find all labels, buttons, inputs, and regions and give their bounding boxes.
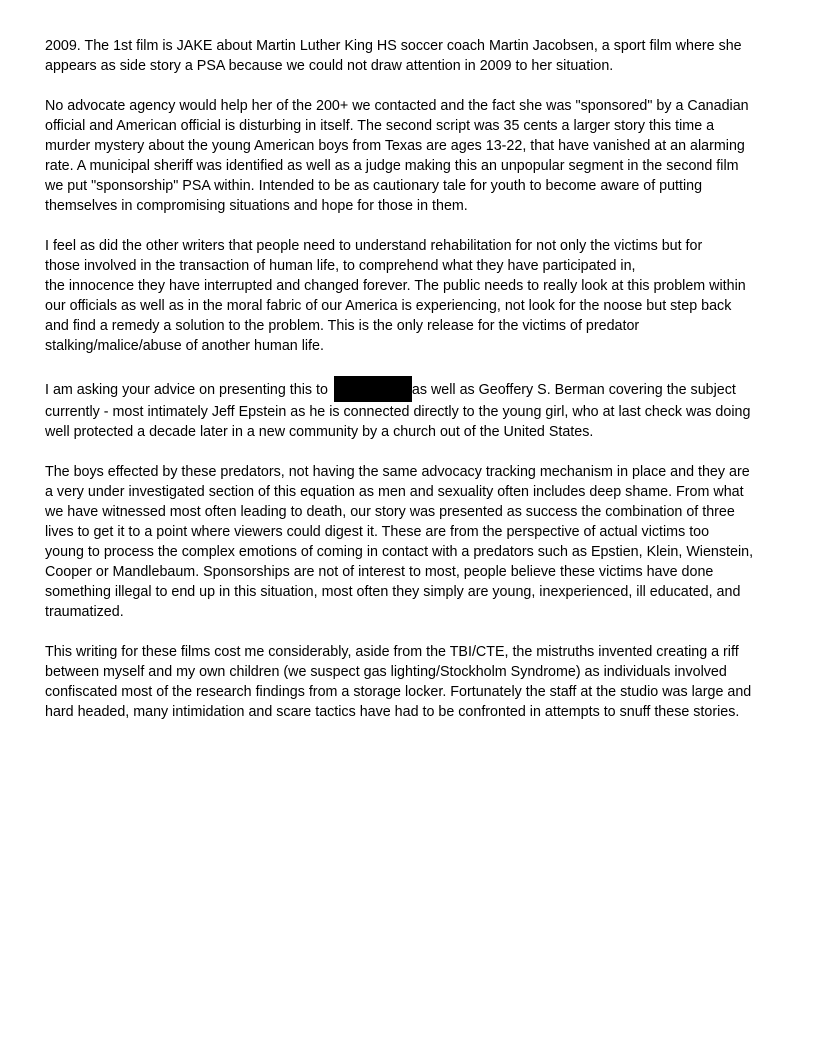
text-line: appears as side story a PSA because we could not draw attention in 2009 to her situation. bbox=[45, 58, 614, 74]
paragraph-5 bbox=[45, 462, 775, 622]
text-line: those involved in the transaction of human life, to comprehend what they have participated in, bbox=[45, 258, 636, 274]
text-line: and find a remedy a solution to the problem. This is the only release for the victims of predator bbox=[45, 318, 640, 334]
text-line: themselves in compromising situations and hope for those in them. bbox=[45, 198, 468, 214]
text-line: No advocate agency would help her of the 200+ we contacted and the fact she was "sponsored" by a Canadian bbox=[45, 98, 749, 114]
text-line: between myself and my own children (we suspect gas lighting/Stockholm Syndrome) as individuals involved bbox=[45, 664, 727, 680]
text-after-redaction: as well as Geoffery S. Berman covering the subject bbox=[411, 382, 736, 398]
text-line: traumatized. bbox=[45, 604, 124, 620]
text-line: we have witnessed most often leading to death, our story was presented as success the combination of three bbox=[45, 504, 735, 520]
text-line: This writing for these films cost me considerably, aside from the TBI/CTE, the mistruths invented creating a riff bbox=[45, 644, 739, 660]
text-line: well protected a decade later in a new community by a church out of the United States. bbox=[45, 424, 594, 440]
paragraph-3 bbox=[45, 236, 775, 356]
text-line: confiscated most of the research findings from a storage locker. Fortunately the staff at the studio was large and bbox=[45, 684, 752, 700]
text-line: we put "sponsorship" PSA within. Intended to be as cautionary tale for youth to become aware of putting bbox=[45, 178, 703, 194]
text-line: currently - most intimately Jeff Epstein as he is connected directly to the young girl, who at last check was doing bbox=[45, 404, 751, 420]
text-before-redaction: I am asking your advice on presenting this to bbox=[45, 382, 332, 398]
paragraph-1 bbox=[45, 36, 775, 76]
paragraph-2 bbox=[45, 96, 775, 216]
text-line: young to process the complex emotions of coming in contact with a predators such as Epstien, Klein, Wienstein, bbox=[45, 544, 754, 560]
text-line: stalking/malice/abuse of another human life. bbox=[45, 338, 324, 354]
text-line: 2009. The 1st film is JAKE about Martin Luther King HS soccer coach Martin Jacobsen, a sport film where she bbox=[45, 38, 742, 54]
redaction-box bbox=[334, 376, 412, 402]
text-line: hard headed, many intimidation and scare tactics have had to be confronted in attempts to snuff these stories. bbox=[45, 704, 740, 720]
text-line: The boys effected by these predators, not having the same advocacy tracking mechanism in place and they are bbox=[45, 464, 750, 480]
text-line: official and American official is disturbing in itself. The second script was 35 cents a larger story this time a bbox=[45, 118, 715, 134]
text-line: the innocence they have interrupted and changed forever. The public needs to really look at this problem within bbox=[45, 278, 746, 294]
text-line: rate. A municipal sheriff was identified as well as a judge making this an unpopular segment in the second film bbox=[45, 158, 739, 174]
text-line-with-redaction bbox=[45, 376, 775, 402]
text-line: our officials as well as in the moral fabric of our America is experiencing, not look for the noose but step back bbox=[45, 298, 732, 314]
paragraph-4 bbox=[45, 376, 775, 442]
document-body bbox=[45, 36, 775, 742]
text-line: lives to get it to a point where viewers could digest it. These are from the perspective of actual victims too bbox=[45, 524, 710, 540]
text-line: I feel as did the other writers that people need to understand rehabilitation for not only the victims but for bbox=[45, 238, 703, 254]
text-line: something illegal to end up in this situation, most often they simply are young, inexperienced, ill educated, and bbox=[45, 584, 741, 600]
paragraph-6 bbox=[45, 642, 775, 722]
text-line: Cooper or Mandlebaum. Sponsorships are not of interest to most, people believe these victims have done bbox=[45, 564, 714, 580]
text-line: murder mystery about the young American boys from Texas are ages 13-22, that have vanished at an alarming bbox=[45, 138, 745, 154]
text-line: a very under investigated section of this equation as men and sexuality often includes deep shame. From what bbox=[45, 484, 744, 500]
